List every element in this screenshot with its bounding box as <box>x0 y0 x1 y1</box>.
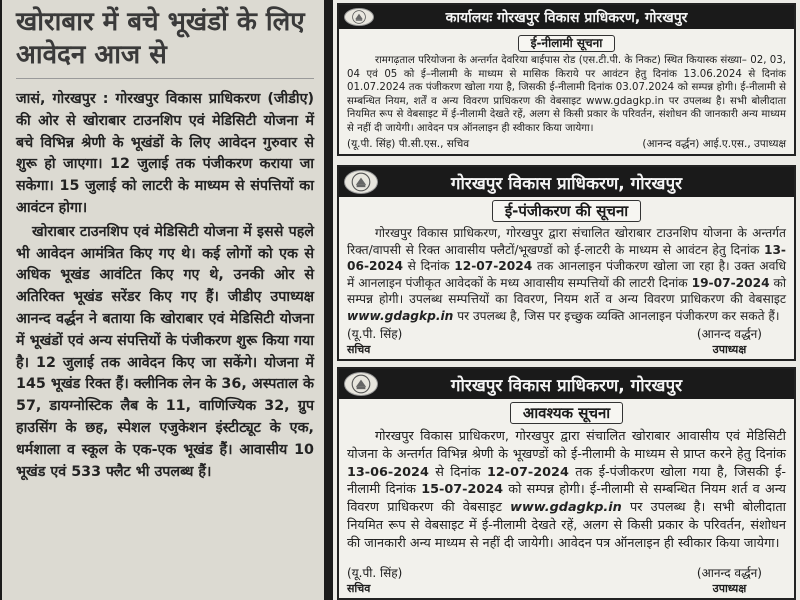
notice-subhead: ई-नीलामी सूचना <box>518 35 616 52</box>
signatory-title: उपाध्यक्ष <box>712 582 747 595</box>
signatory-vice-chairman: (आनन्द वर्द्धन) आई.ए.एस., उपाध्यक्ष <box>642 138 786 150</box>
headline-divider <box>16 78 314 79</box>
body-text: को सम्पन्न होगी। उपलब्ध सम्पत्तियों का विवरण, नियम शर्ते व अन्य विवरण प्राधिकरण की वेबसाइट <box>347 275 786 307</box>
gda-emblem-icon <box>344 170 378 194</box>
body-text: गोरखपुर विकास प्राधिकरण, गोरखपुर द्वारा संचालित खोराबार आवासीय एवं मेडिसिटी योजना के अन्तर्गत विभिन्न श्रेणी के भूखण्डों को ई-नीलामी के माध्यम से प्राप्त करने हेतु दिनांक <box>347 429 786 462</box>
signatory-title: सचिव <box>347 582 371 595</box>
website-link[interactable]: www.gdagkp.in <box>347 308 454 323</box>
date-auction: 15-07-2024 <box>421 482 504 498</box>
date-lottery: 19-07-2024 <box>691 275 770 290</box>
body-text: पर उपलब्ध है। सभी बोलीदाता नियमित रूप से वेबसाइट में ई-नीलामी देखते रहें, अलग से किसी प्रकार के परिवर्तन, संशोधन की जानकारी अन्य माध्यम से नहीं दी जायेगी। आवेदन पत्र ऑनलाइन ही स्वीकार किया जायेगा। <box>347 500 786 551</box>
signatory-name: (आनन्द वर्द्धन) <box>696 566 762 580</box>
body-text: पर उपलब्ध है, जिस पर इच्छुक व्यक्ति आनलाइन पंजीकरण कर सकते हैं। <box>453 308 780 323</box>
notice-e-auction <box>337 3 796 156</box>
notice-e-registration <box>337 165 796 361</box>
body-text: तक ई-पंजीकरण खोला गया है, जिसकी ई-नीलामी दिनांक <box>347 464 786 498</box>
notice-header-bar <box>339 5 794 29</box>
notice-header-bar <box>339 167 794 197</box>
notice-header-title: कार्यालयः गोरखपुर विकास प्राधिकरण, गोरखपुर <box>445 9 688 26</box>
signatory-title: सचिव <box>347 343 371 356</box>
notice-subhead: आवश्यक सूचना <box>510 402 623 424</box>
news-paragraph-1 <box>16 89 314 220</box>
date-end: 12-07-2024 <box>487 464 569 480</box>
date-end: 12-07-2024 <box>454 259 533 274</box>
notice-body <box>339 424 794 553</box>
website-link[interactable]: www.gdagkp.in <box>510 500 622 516</box>
body-text: गोरखपुर विकास प्राधिकरण, गोरखपुर द्वारा संचालित खोराबार टाउनशिप योजना के अन्तर्गत रिक्त/वापसी से रिक्त आवासीय फ्लैटों/भूखण्डों को ई-लाटरी के माध्यम से आवंटन हेतु दिनांक <box>347 226 786 257</box>
body-text: को सम्पन्न होगी। ई-नीलामी से सम्बन्धित नियम शर्त व अन्य विवरण प्राधिकरण की वेबसाइट <box>347 482 786 516</box>
notice-subhead: ई-पंजीकरण की सूचना <box>492 200 641 222</box>
date-start: 13-06-2024 <box>347 242 786 274</box>
news-clipping <box>2 0 324 600</box>
notice-header-title: गोरखपुर विकास प्राधिकरण, गोरखपुर <box>450 173 683 194</box>
notice-header-bar <box>339 369 794 399</box>
notice-signatures <box>347 325 786 357</box>
body-text: से दिनांक <box>402 259 455 274</box>
signatory-name: (यू.पी. सिंह) <box>347 327 403 341</box>
notice-body <box>339 52 794 136</box>
notice-important <box>337 367 796 600</box>
signatory-title: उपाध्यक्ष <box>712 343 747 356</box>
news-paragraph-2: खोराबार टाउनशिप एवं मेडिसिटी योजना में इससे पहले भी आवेदन आमंत्रित किए गए थे। कई लोगों को एक से अधिक भूखंड आवंटित किए गए थे, उनकी ओर से अतिरिक्त भूखंड सरेंडर किए गए हैं। जीडीए उपाध्यक्ष आनन्द वर्द्धन ने बताया कि खोराबार एवं मेडिसिटी योजना में भूखंडों एवं अन्य संपत्तियों के पंजीकरण शुरू किया गया है। 12 जुलाई तक आवेदन किए जा सकेंगे। योजना में 145 भूखंड रिक्त हैं। क्लीनिक लेन के 36, अस्पताल के 57, डायग्नोस्टिक लैब के 11, वाणिज्यिक 32, ग्रुप हाउसिंग के छह, स्पेशल एजुकेशन इंस्टीट्यूट के एक, धर्मशाला व स्कूल के एक-एक भूखंड हैं। आवासीय 10 भूखंड एवं 533 फ्लैट भी उपलब्ध हैं। <box>16 223 314 480</box>
signatory-name: (यू.पी. सिंह) <box>347 566 403 580</box>
gda-emblem-icon <box>344 372 378 396</box>
body-text: तक आनलाइन पंजीकरण खोला जा रहा है। उक्त अवधि में आनलाइन पंजीकृत आवेदकों के मध्य आवासीय सम्पत्तियों की लाटरी दिनांक <box>347 259 787 290</box>
gda-emblem-icon <box>344 8 374 26</box>
notice-header-title: गोरखपुर विकास प्राधिकरण, गोरखपुर <box>450 375 683 396</box>
notice-body-text: रामगढ़ताल परियोजना के अन्तर्गत देवरिया बाईपास रोड (एस.टी.पी. के निकट) स्थित कियास्क संख्या– 02, 03, 04 एवं 05 को ई–नीलामी के माध्यम से मासिक किराये पर आवंटन हेतु दिनांक 13.06.2024 से दिनांक 01.07.2024 तक पंजीकरण खोला गया है, जिसकी ई-नीलामी दिनांक 03.07.2024 को सम्पन्न होगी। ई-नीलामी से सम्बन्धित नियम, शर्तें व अन्य विवरण प्राधिकरण की वेबसाइट www.gdagkp.in पर उपलब्ध है। सभी बोलीदाता नियमित रूप से वेबसाइट में ई-नीलामी देखते रहें, अलग से किसी प्रकार के परिवर्तन, संशोधन की जानकारी अन्य माध्यम से नहीं दी जायेगी। आवेदन पत्र ऑनलाइन ही स्वीकार किया जायेगा। <box>347 55 786 134</box>
news-paragraph-1-text: गोरखपुर विकास प्राधिकरण (जीडीए) की ओर से खोराबार टाउनशिप एवं मेडिसिटी योजना में बचे विभिन्न श्रेणी के भूखंडों के लिए आवेदन गुरुवार से शुरू हो जाएगा। 12 जुलाई तक पंजीकरण कराया जा सकेगा। 15 जुलाई को लाटरी के माध्यम से संपत्तियों का आवंटन होगा। <box>16 91 315 216</box>
notice-body <box>339 222 794 325</box>
news-dateline: जासं, गोरखपुर : <box>16 91 109 107</box>
notice-signatures <box>347 564 786 596</box>
notice-signatures <box>347 137 786 151</box>
signatory-secretary: (यू.पी. सिंह) पी.सी.एस., सचिव <box>347 138 470 150</box>
body-text: से दिनांक <box>428 464 487 480</box>
news-headline: खोराबार में बचे भूखंडों के लिए आवेदन आज से <box>16 7 305 70</box>
date-start: 13-06-2024 <box>347 464 429 480</box>
signatory-name: (आनन्द वर्द्धन) <box>696 327 762 341</box>
